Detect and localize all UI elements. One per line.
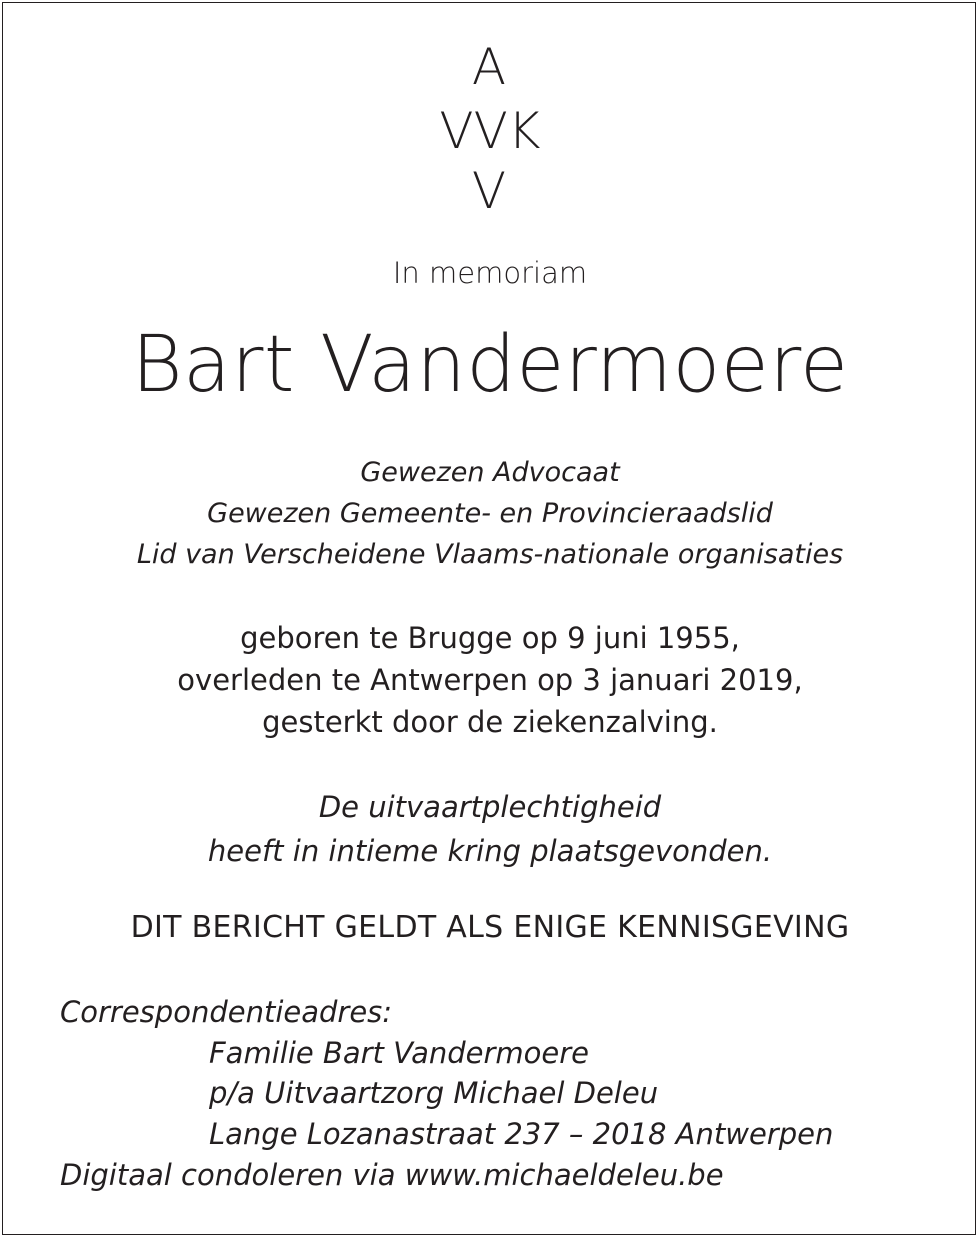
title-line: Lid van Verscheidene Vlaams-nationale organisaties <box>136 539 844 570</box>
title-line: Gewezen Advocaat <box>360 457 620 488</box>
in-memoriam-heading: In memoriam <box>392 256 588 290</box>
logo-letters-middle: VVK <box>439 102 541 160</box>
funeral-line: heeft in intieme kring plaatsgevonden. <box>207 834 773 868</box>
condolence-line: Digitaal condoleren via www.michaeldeleu.be <box>60 1158 724 1192</box>
logo-letter-bottom: V <box>471 162 509 220</box>
correspondence-label: Correspondentieadres: <box>60 995 393 1029</box>
title-line: Gewezen Gemeente- en Provincieraadslid <box>207 498 773 529</box>
funeral-line: De uitvaartplechtigheid <box>318 790 662 824</box>
death-line: overleden te Antwerpen op 3 januari 2019, <box>177 663 803 697</box>
deceased-name: Bart Vandermoere <box>131 320 849 410</box>
address-line: p/a Uitvaartzorg Michael Deleu <box>209 1076 659 1110</box>
life-dates-block <box>0 617 980 743</box>
funeral-block <box>0 785 980 873</box>
notice-statement: DIT BERICHT GELDT ALS ENIGE KENNISGEVING <box>130 910 850 945</box>
titles-block <box>0 452 980 575</box>
address-line: Lange Lozanastraat 237 – 2018 Antwerpen <box>209 1117 834 1151</box>
address-line: Familie Bart Vandermoere <box>209 1036 590 1070</box>
sacrament-line: gesterkt door de ziekenzalving. <box>262 705 718 739</box>
logo-letter-top: A <box>471 38 509 96</box>
birth-line: geboren te Brugge op 9 juni 1955, <box>240 621 740 655</box>
